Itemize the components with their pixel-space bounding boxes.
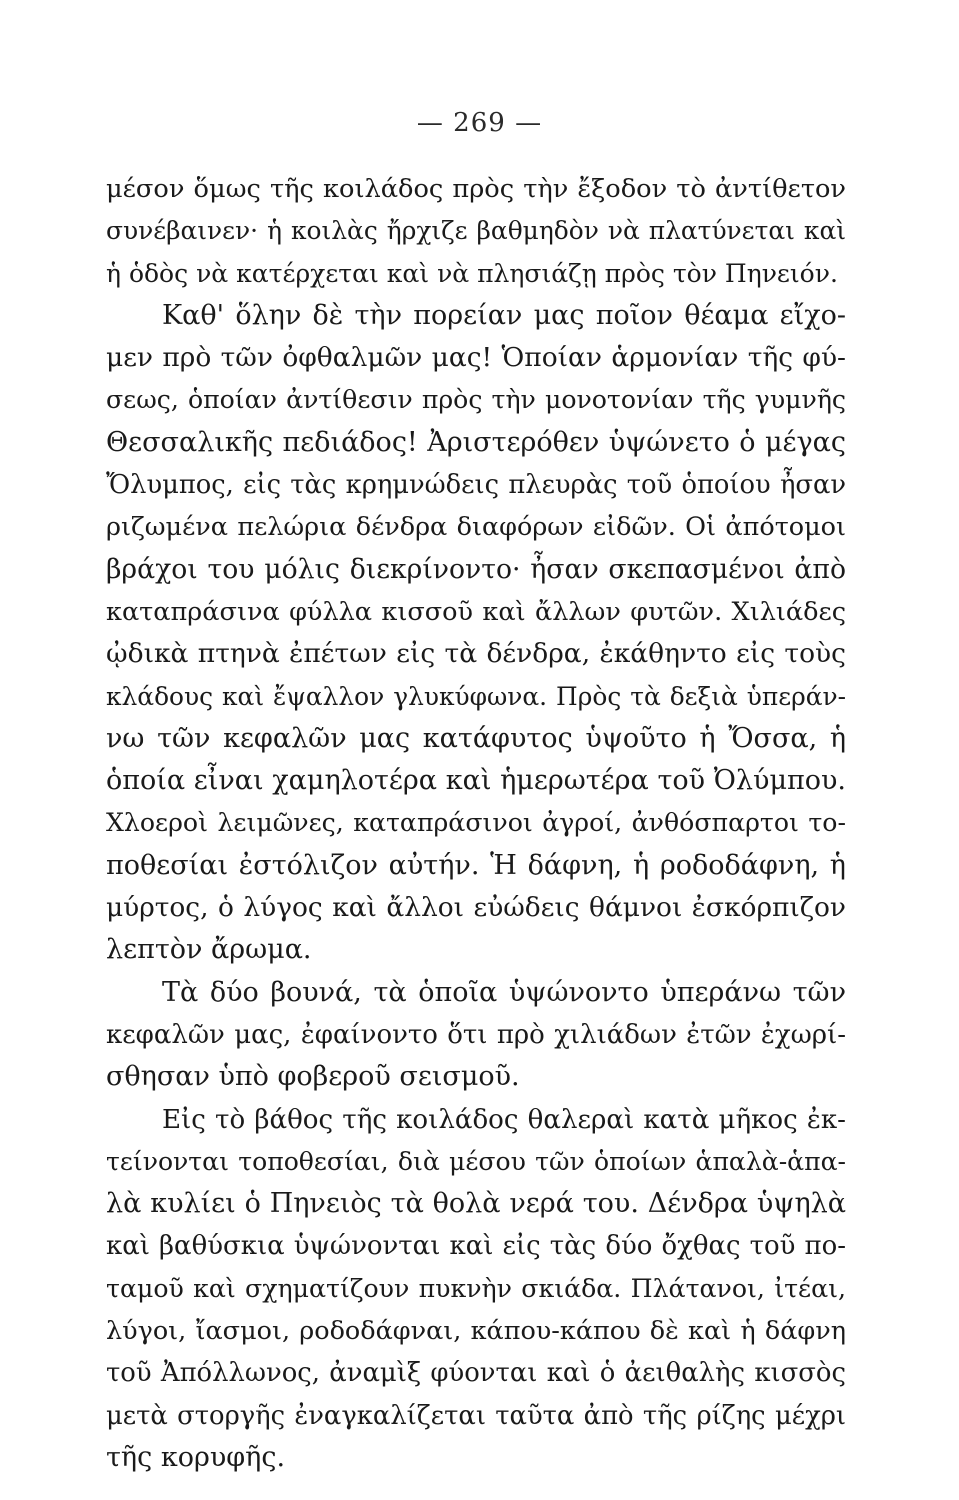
- text-line: λὰ κυλίει ὁ Πηνειὸς τὰ θολὰ νερά του. Δένδρα ὑψηλὰ: [106, 1188, 846, 1220]
- text-line: μύρτος, ὁ λύγος καὶ ἄλλοι εὐώδεις θάμνοι ἐσκόρπιζον: [106, 892, 846, 924]
- text-line: τῆς κορυφῆς.: [106, 1441, 286, 1473]
- text-line: ἡ ὁδὸς νὰ κατέρχεται καὶ νὰ πλησιάζῃ πρὸς τὸν Πηνειόν.: [106, 258, 838, 288]
- text-line: ριζωμένα πελώρια δένδρα διαφόρων εἰδῶν. Οἱ ἀπότομοι: [106, 512, 846, 543]
- text-line: κεφαλῶν μας, ἐφαίνοντο ὅτι πρὸ χιλιάδων ἐτῶν ἐχωρί-: [106, 1019, 846, 1050]
- text-line: λύγοι, ἴασμοι, ροδοδάφναι, κάπου-κάπου δὲ καὶ ἡ δάφνη: [106, 1316, 846, 1347]
- text-line: καὶ βαθύσκια ὑψώνονται καὶ εἰς τὰς δύο ὄχθας τοῦ πο-: [106, 1231, 846, 1262]
- text-line: μέσον ὅμως τῆς κοιλάδος πρὸς τὴν ἔξοδον τὸ ἀντίθετον: [106, 174, 846, 204]
- text-line: Θεσσαλικῆς πεδιάδος! Ἀριστερόθεν ὑψώνετο ὁ μέγας: [106, 426, 846, 458]
- page-number: — 269 —: [416, 108, 543, 138]
- text-line: ταμοῦ καὶ σχηματίζουν πυκνὴν σκιάδα. Πλάτανοι, ἰτέαι,: [106, 1273, 846, 1303]
- text-line: τοῦ Ἀπόλλωνος, ἀναμὶξ φύονται καὶ ὁ ἀειθαλὴς κισσὸς: [106, 1358, 846, 1389]
- text-line: ᾠδικὰ πτηνὰ ἐπέτων εἰς τὰ δένδρα, ἐκάθηντο εἰς τοὺς: [106, 638, 846, 670]
- text-line: σεως, ὁποίαν ἀντίθεσιν πρὸς τὴν μονοτονίαν τῆς γυμνῆς: [106, 385, 846, 415]
- text-line: Ὄλυμπος, εἰς τὰς κρημνώδεις πλευρὰς τοῦ ὁποίου ἦσαν: [106, 470, 846, 501]
- text-line: τείνονται τοποθεσίαι, διὰ μέσου τῶν ὁποίων ἁπαλὰ-ἁπα-: [106, 1146, 846, 1176]
- text-line: νω τῶν κεφαλῶν μας κατάφυτος ὑψοῦτο ἡ Ὄσσα, ἡ: [106, 722, 846, 754]
- text-line: λεπτὸν ἄρωμα.: [106, 934, 312, 966]
- text-line: Τὰ δύο βουνά, τὰ ὁποῖα ὑψώνοντο ὑπεράνω τῶν: [162, 976, 846, 1008]
- text-line: κλάδους καὶ ἔψαλλον γλυκύφωνα. Πρὸς τὰ δεξιὰ ὑπεράν-: [106, 681, 846, 711]
- body-text: [106, 168, 846, 1479]
- text-line: Χλοεροὶ λειμῶνες, καταπράσινοι ἀγροί, ἀνθόσπαρτοι το-: [106, 808, 846, 838]
- text-line: καταπράσινα φύλλα κισσοῦ καὶ ἄλλων φυτῶν. Χιλιάδες: [106, 596, 846, 627]
- text-line: μετὰ στοργῆς ἐναγκαλίζεται ταῦτα ἀπὸ τῆς ρίζης μέχρι: [106, 1400, 846, 1431]
- text-line: Καθ' ὅλην δὲ τὴν πορείαν μας ποῖον θέαμα εἴχο-: [162, 299, 846, 331]
- text-line: ποθεσίαι ἐστόλιζον αὐτήν. Ἡ δάφνη, ἡ ροδοδάφνη, ἡ: [106, 849, 846, 881]
- text-line: μεν πρὸ τῶν ὀφθαλμῶν μας! Ὁποίαν ἁρμονίαν τῆς φύ-: [106, 342, 846, 374]
- text-line: συνέβαινεν· ἡ κοιλὰς ἤρχιζε βαθμηδὸν νὰ πλατύνεται καὶ: [106, 216, 846, 246]
- text-line: βράχοι του μόλις διεκρίνοντο· ἦσαν σκεπασμένοι ἀπὸ: [106, 553, 846, 585]
- text-line: ὁποία εἶναι χαμηλοτέρα καὶ ἡμερωτέρα τοῦ Ὀλύμπου.: [106, 765, 846, 797]
- text-line: σθησαν ὑπὸ φοβεροῦ σεισμοῦ.: [106, 1061, 520, 1093]
- text-line: Εἰς τὸ βάθος τῆς κοιλάδος θαλεραὶ κατὰ μῆκος ἐκ-: [162, 1104, 846, 1135]
